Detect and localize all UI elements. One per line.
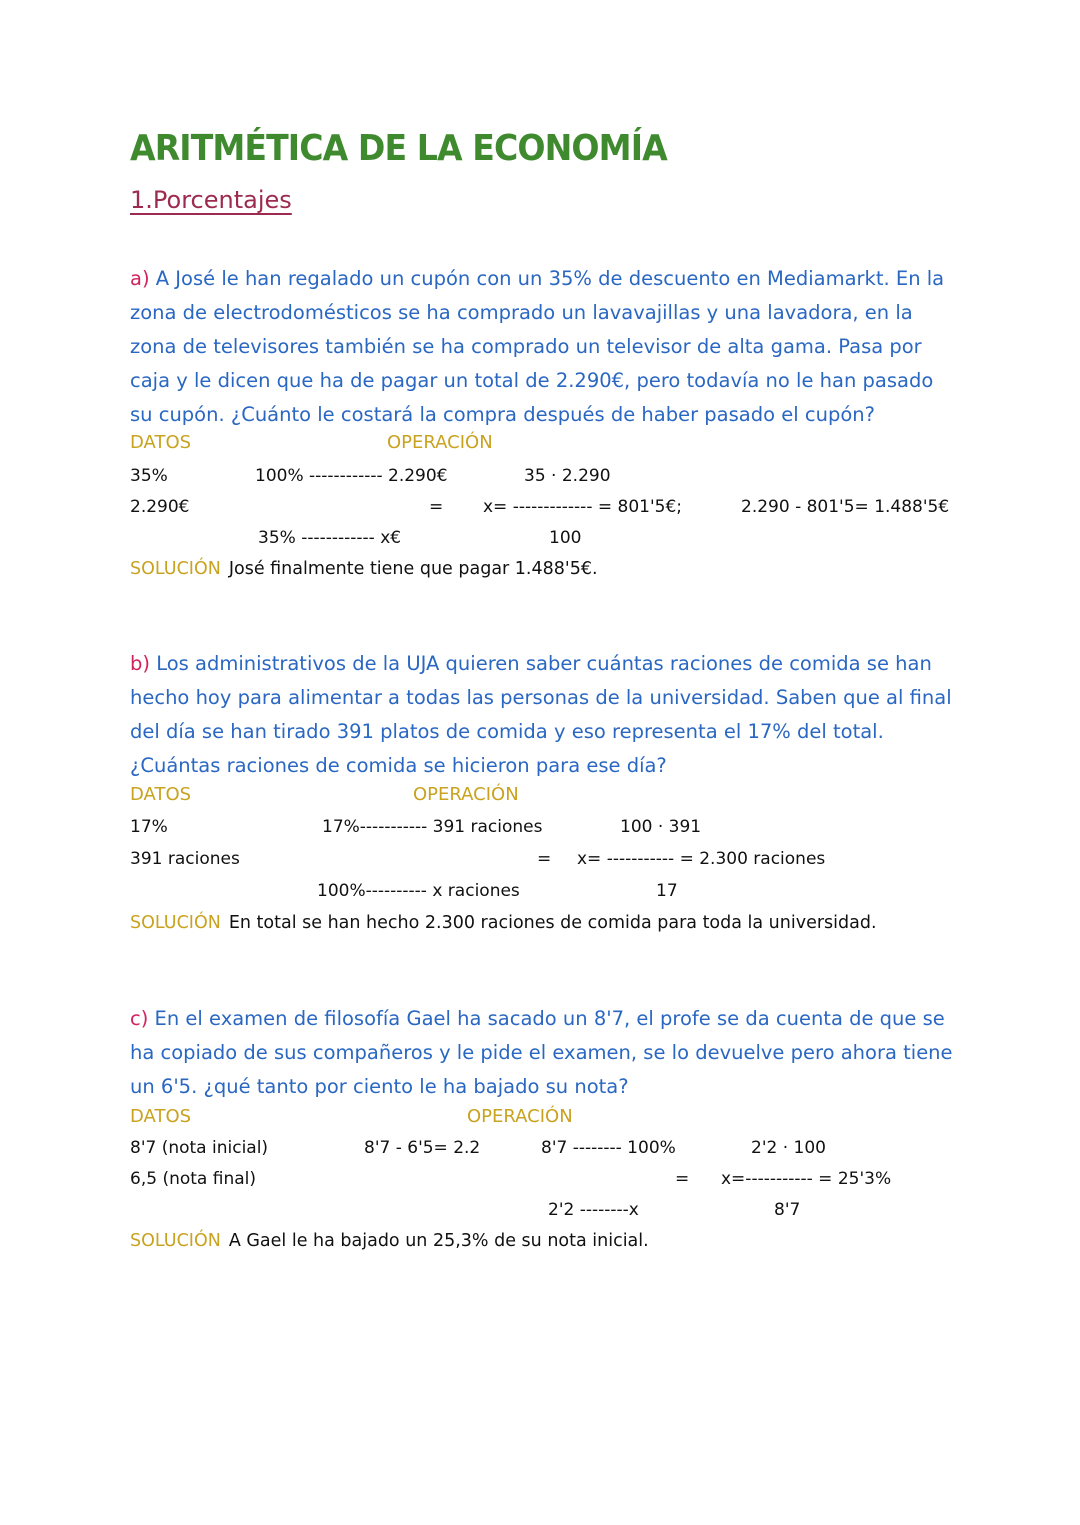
statement-line: Los administrativos de la UJA quieren saber cuántas raciones de comida se bbox=[156, 652, 889, 675]
fraction-numerator: 2'2 · 100 bbox=[751, 1138, 826, 1158]
proportion-line: 100%---------- x raciones bbox=[317, 881, 520, 901]
fraction-denominator: 17 bbox=[656, 881, 678, 901]
fraction-numerator: 100 · 391 bbox=[620, 817, 702, 837]
solution-line bbox=[130, 559, 598, 579]
statement-line: caja y le dicen que ha de pagar un total de 2.290€, pero todavía no le han pasado bbox=[130, 369, 934, 392]
difference-calculation: 8'7 - 6'5= 2.2 bbox=[364, 1138, 481, 1158]
problem-letter: a) bbox=[130, 267, 150, 290]
proportion-line: 100% ------------ 2.290€ bbox=[255, 466, 448, 486]
statement-line: al final del día se han tirado 391 platos de comida y eso representa el 17% del bbox=[130, 686, 952, 743]
solution-text: En total se han hecho 2.300 raciones de comida para toda la universidad. bbox=[228, 913, 877, 933]
statement-line: A José le han regalado un cupón con un 35% de descuento en Mediamarkt. En bbox=[155, 267, 921, 290]
statement-line: total. ¿Cuántas raciones de comida se hicieron para ese día? bbox=[130, 720, 884, 777]
page-title: ARITMÉTICA DE LA ECONOMÍA bbox=[130, 128, 667, 169]
proportion-line: 35% ------------ x€ bbox=[258, 528, 402, 548]
dato-value: 35% bbox=[130, 466, 168, 486]
statement-line: zona de televisores también se ha comprado un televisor de alta gama. Pasa por bbox=[130, 335, 922, 358]
solucion-label: SOLUCIÓN bbox=[130, 1231, 221, 1251]
solution-text: A Gael le ha bajado un 25,3% de su nota inicial. bbox=[228, 1231, 649, 1251]
solucion-label: SOLUCIÓN bbox=[130, 559, 221, 579]
fraction-denominator: 8'7 bbox=[774, 1200, 801, 1220]
datos-label: DATOS bbox=[130, 432, 192, 453]
problem-b-statement bbox=[130, 647, 960, 783]
final-calculation: 2.290 - 801'5= 1.488'5€ bbox=[741, 497, 950, 517]
statement-line: su cupón. ¿Cuánto le costará la compra después de haber pasado el cupón? bbox=[130, 403, 875, 426]
datos-label: DATOS bbox=[130, 784, 192, 805]
solucion-label: SOLUCIÓN bbox=[130, 913, 221, 933]
solution-line bbox=[130, 913, 877, 933]
proportion-line: 8'7 -------- 100% bbox=[541, 1138, 676, 1158]
proportion-line: 17%----------- 391 raciones bbox=[322, 817, 543, 837]
section-subtitle: 1.Porcentajes bbox=[130, 186, 292, 214]
dato-value: 17% bbox=[130, 817, 168, 837]
datos-label: DATOS bbox=[130, 1106, 192, 1127]
statement-line: En el examen de filosofía Gael ha sacado un 8'7, el profe se da cuenta de que bbox=[154, 1007, 917, 1030]
equals-sign: = bbox=[675, 1169, 690, 1189]
statement-line: la zona de electrodomésticos se ha comprado un lavavajillas y una lavadora, en la bbox=[130, 267, 945, 324]
problem-letter: b) bbox=[130, 652, 150, 675]
statement-line: se ha copiado de sus compañeros y le pide el examen, se lo devuelve pero ahora bbox=[130, 1007, 945, 1064]
problem-a-statement bbox=[130, 262, 960, 432]
dato-value: 8'7 (nota inicial) bbox=[130, 1138, 269, 1158]
operacion-label: OPERACIÓN bbox=[467, 1106, 573, 1127]
statement-line: han hecho hoy para alimentar a todas las personas de la universidad. Saben que bbox=[130, 652, 932, 709]
solution-line bbox=[130, 1231, 649, 1251]
equals-sign: = bbox=[537, 849, 552, 869]
problem-letter: c) bbox=[130, 1007, 149, 1030]
dato-value: 6,5 (nota final) bbox=[130, 1169, 256, 1189]
fraction-numerator: 35 · 2.290 bbox=[524, 466, 611, 486]
operacion-label: OPERACIÓN bbox=[387, 432, 493, 453]
equals-sign: = bbox=[429, 497, 444, 517]
dato-value: 391 raciones bbox=[130, 849, 240, 869]
dato-value: 2.290€ bbox=[130, 497, 190, 517]
fraction-result: x= ----------- = 2.300 raciones bbox=[577, 849, 826, 869]
problem-c-statement bbox=[130, 1002, 960, 1104]
fraction-denominator: 100 bbox=[549, 528, 582, 548]
proportion-line: 2'2 --------x bbox=[548, 1200, 639, 1220]
fraction-result: x= ------------- = 801'5€; bbox=[483, 497, 682, 517]
statement-line: tiene un 6'5. ¿qué tanto por ciento le ha bajado su nota? bbox=[130, 1041, 953, 1098]
operacion-label: OPERACIÓN bbox=[413, 784, 519, 805]
fraction-result: x=----------- = 25'3% bbox=[721, 1169, 892, 1189]
solution-text: José finalmente tiene que pagar 1.488'5€. bbox=[228, 559, 598, 579]
